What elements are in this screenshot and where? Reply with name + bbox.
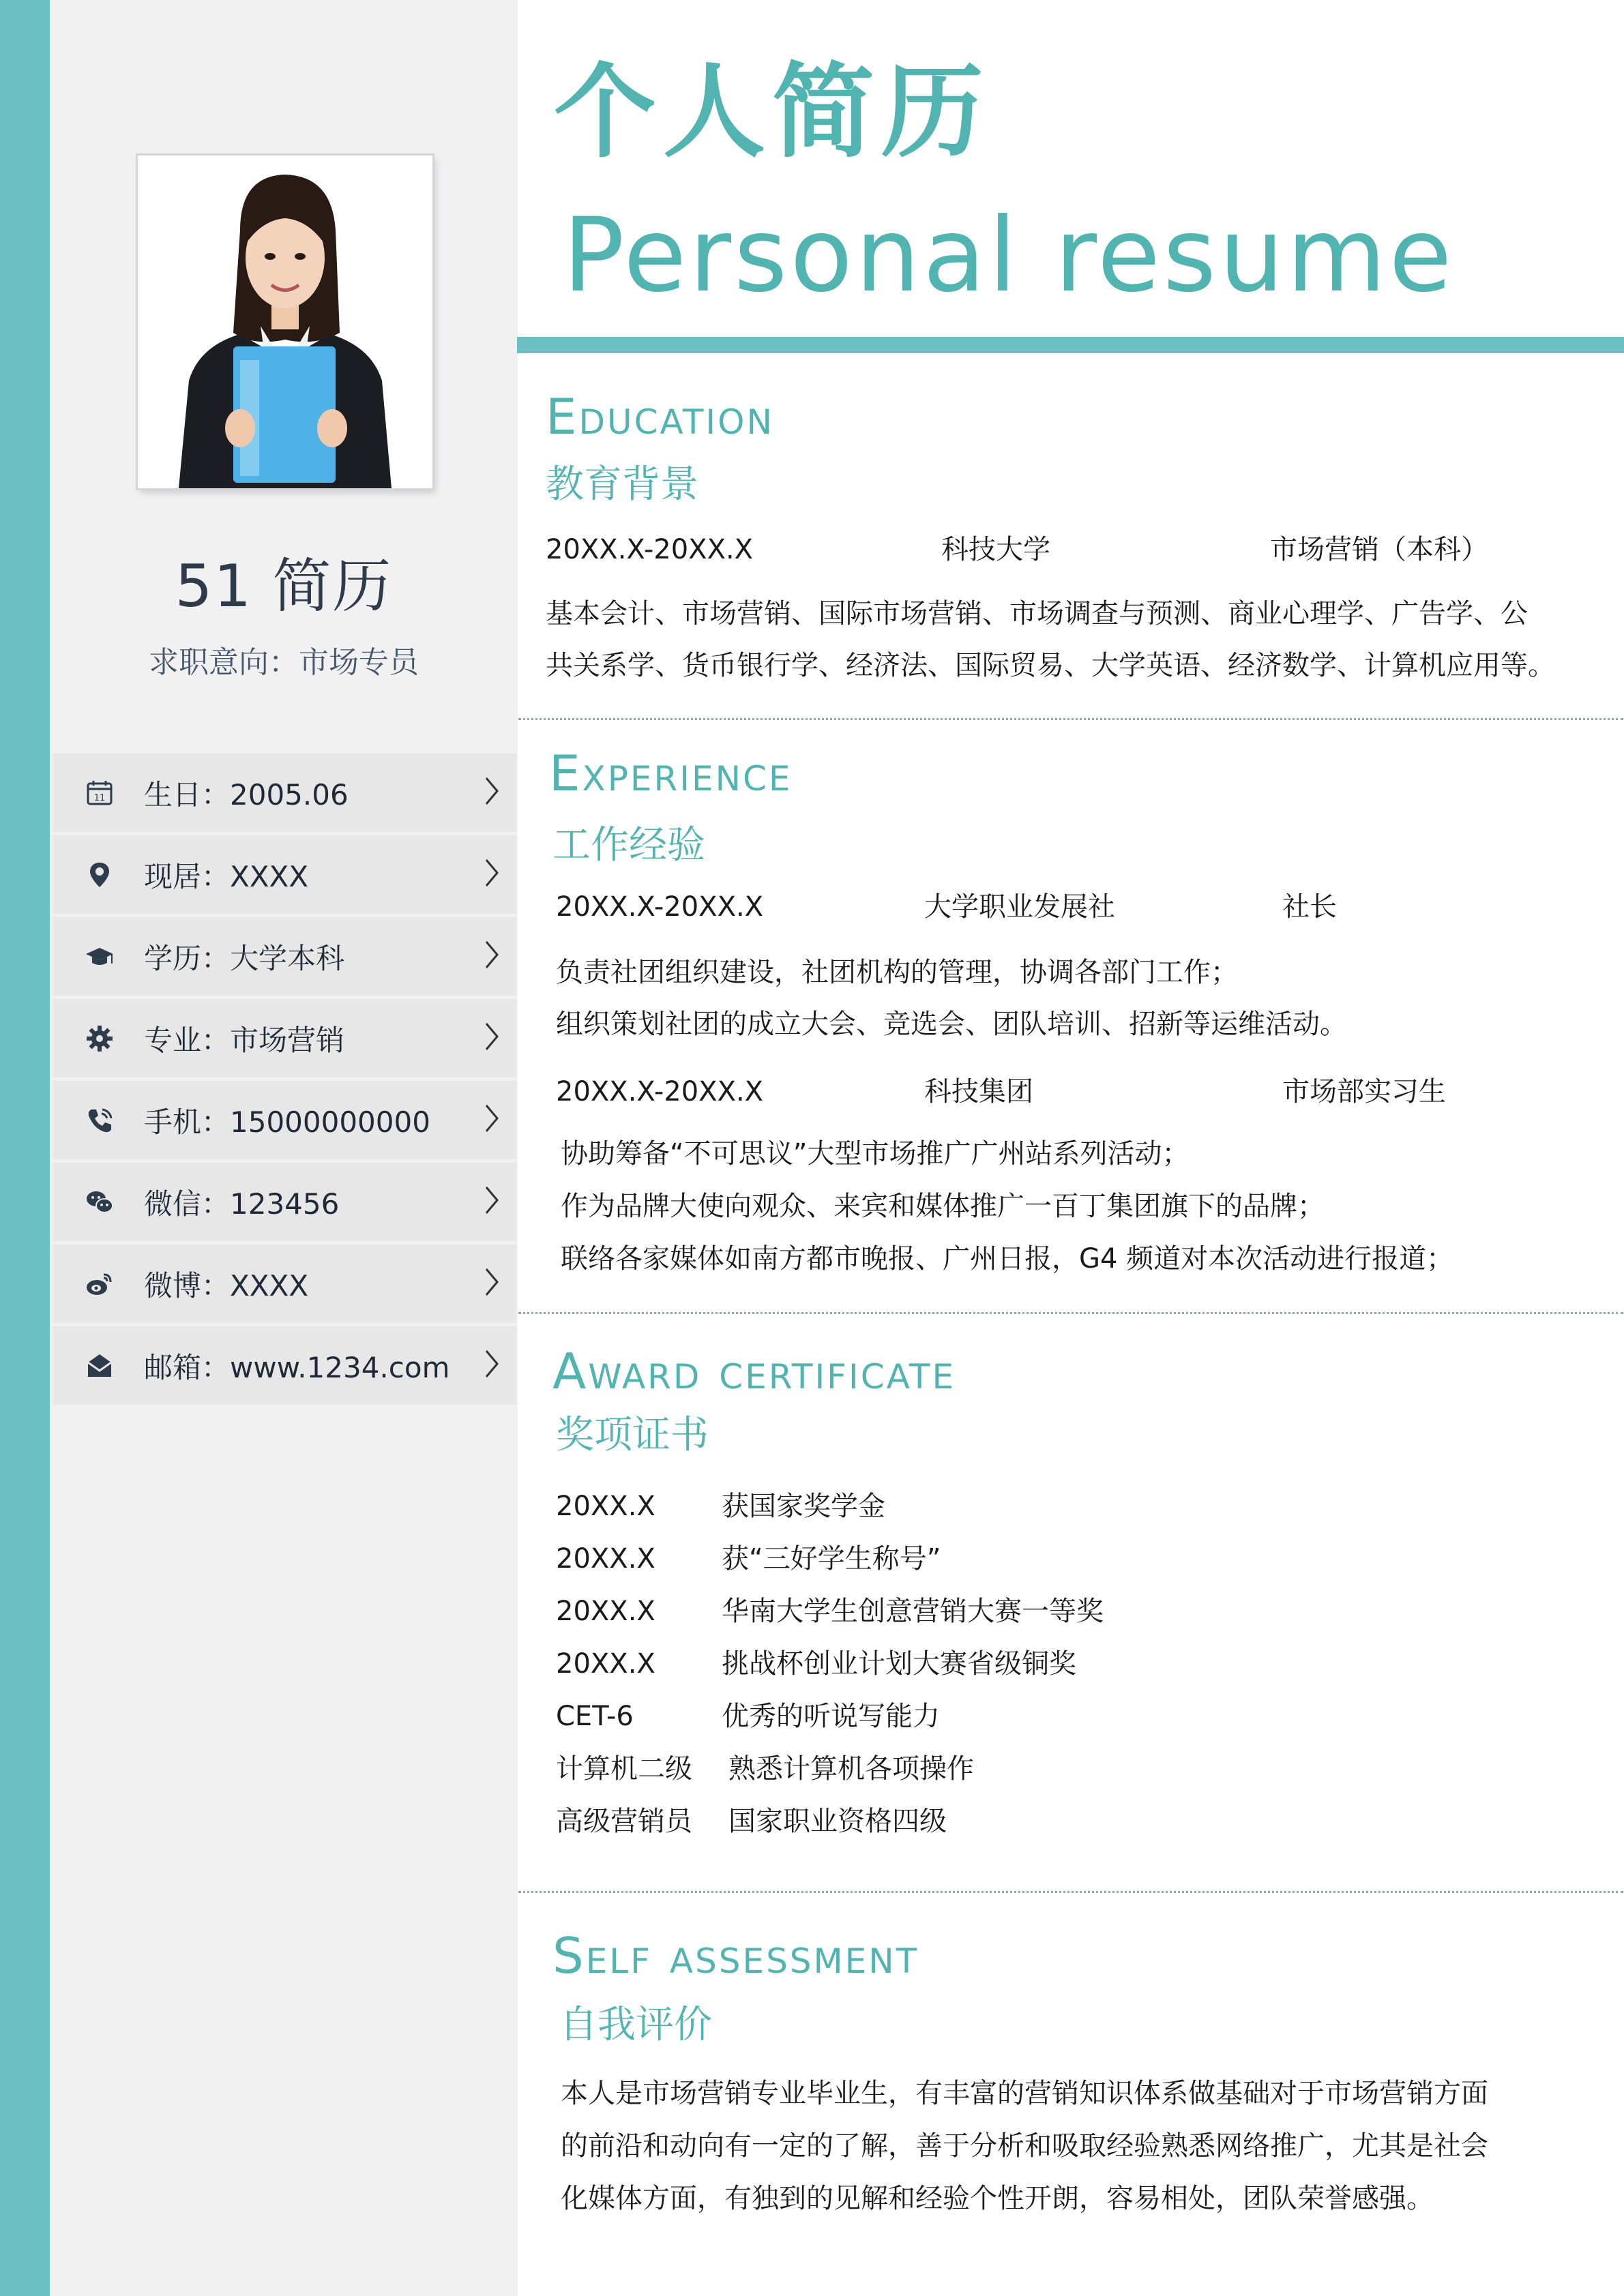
info-row-location[interactable] [53,835,516,914]
job-role: 市场部实习生 [1282,1076,1446,1107]
section-title-experience-cn: 工作经验 [552,823,705,867]
profile-photo [138,155,432,488]
info-birthday: 生日：2005.06 [144,777,349,811]
award-date: 20XX.X [556,1648,655,1680]
award-name: 获“三好学生称号” [722,1543,941,1575]
self-assessment-line: 的前沿和动向有一定的了解，善于分析和吸取经验熟悉网络推广，尤其是社会 [561,2130,1488,2162]
award-date: 20XX.X [556,1596,655,1627]
chevron-right-icon [481,1019,501,1054]
section-divider [518,1312,1623,1314]
info-row-email[interactable] [53,1326,516,1405]
job-desc-line: 联络各家媒体如南方都市晚报、广州日报，G4 频道对本次活动进行报道； [561,1243,1454,1274]
svg-text:11: 11 [93,792,106,803]
chevron-right-icon [481,1265,501,1299]
wechat-icon [83,1185,117,1219]
info-phone: 手机：15000000000 [144,1105,430,1139]
award-name: 华南大学生创意营销大赛一等奖 [722,1596,1104,1627]
award-name: 国家职业资格四级 [728,1806,947,1837]
section-title-awards-cn: 奖项证书 [556,1413,709,1457]
award-name: 挑战杯创业计划大赛省级铜奖 [722,1648,1076,1680]
phone-icon [83,1103,117,1137]
education-period: 20XX.X-20XX.X [546,534,754,565]
education-courses-line: 基本会计、市场营销、国际市场营销、市场调查与预测、商业心理学、广告学、公 [546,598,1528,629]
info-education: 学历：大学本科 [144,941,345,975]
info-major: 专业：市场营销 [144,1023,345,1057]
title-chinese: 个人简历 [554,53,991,172]
job-period: 20XX.X-20XX.X [556,1076,764,1107]
award-name: 优秀的听说写能力 [722,1701,940,1732]
section-title-awards-en: Award certificate [552,1343,956,1400]
education-school: 科技大学 [941,534,1050,565]
info-row-birthday[interactable] [53,754,516,832]
chevron-right-icon [481,1183,501,1217]
info-wechat: 微信：123456 [144,1187,340,1221]
section-title-self-en: Self assessment [552,1927,919,1984]
header-bar [517,337,1624,353]
self-assessment-line: 化媒体方面，有独到的见解和经验个性开朗，容易相处，团队荣誉感强。 [561,2183,1434,2214]
info-row-weibo[interactable] [53,1244,516,1323]
award-date: 计算机二级 [556,1753,692,1785]
info-row-phone[interactable] [53,1081,516,1159]
gear-icon [83,1022,117,1056]
profile-name: 51 简历 [175,552,393,621]
info-weibo: 微博：XXXX [144,1268,309,1302]
job-period: 20XX.X-20XX.X [556,891,764,923]
award-name: 获国家奖学金 [722,1491,885,1522]
info-email: 邮箱：www.1234.com [144,1350,450,1384]
info-row-wechat[interactable] [53,1163,516,1241]
chevron-right-icon [481,938,501,972]
info-location: 现居：XXXX [144,859,309,893]
job-role: 社长 [1282,891,1337,923]
mail-icon [83,1349,117,1383]
award-date: 高级营销员 [556,1806,692,1837]
chevron-right-icon [481,856,501,890]
chevron-right-icon [481,1101,501,1135]
section-title-self-cn: 自我评价 [559,2003,712,2047]
chevron-right-icon [481,1347,501,1381]
section-title-experience-en: Experience [549,745,793,802]
info-row-education[interactable] [53,917,516,996]
education-courses-line: 共关系学、货币银行学、经济法、国际贸易、大学英语、经济数学、计算机应用等。 [546,650,1555,681]
job-org: 大学职业发展社 [924,891,1115,923]
info-row-major[interactable] [53,999,516,1077]
award-date: CET-6 [556,1701,634,1732]
section-title-education-en: Education [546,388,774,445]
chevron-right-icon [481,774,501,808]
award-date: 20XX.X [556,1491,655,1522]
title-english: Personal resume [563,196,1455,315]
graduation-cap-icon [83,940,117,974]
section-divider [518,718,1623,720]
job-intent: 求职意向：市场专员 [149,645,419,680]
calendar-icon [83,776,117,810]
education-major: 市场营销（本科） [1270,534,1488,565]
award-date: 20XX.X [556,1543,655,1575]
award-name: 熟悉计算机各项操作 [728,1753,974,1785]
job-desc-line: 作为品牌大使向观众、来宾和媒体推广一百丁集团旗下的品牌； [561,1191,1325,1222]
accent-strip [0,0,50,2296]
section-divider [518,1891,1623,1893]
job-desc-line: 组织策划社团的成立大会、竞选会、团队培训、招新等运维活动。 [556,1009,1347,1040]
job-org: 科技集团 [924,1076,1033,1107]
job-desc-line: 协助筹备“不可思议”大型市场推广广州站系列活动； [561,1138,1190,1169]
section-title-education-cn: 教育背景 [546,462,698,507]
job-desc-line: 负责社团组织建设，社团机构的管理，协调各部门工作； [556,957,1238,988]
weibo-icon [83,1267,117,1301]
location-icon [83,858,117,892]
self-assessment-line: 本人是市场营销专业毕业生，有丰富的营销知识体系做基础对于市场营销方面 [561,2078,1488,2109]
